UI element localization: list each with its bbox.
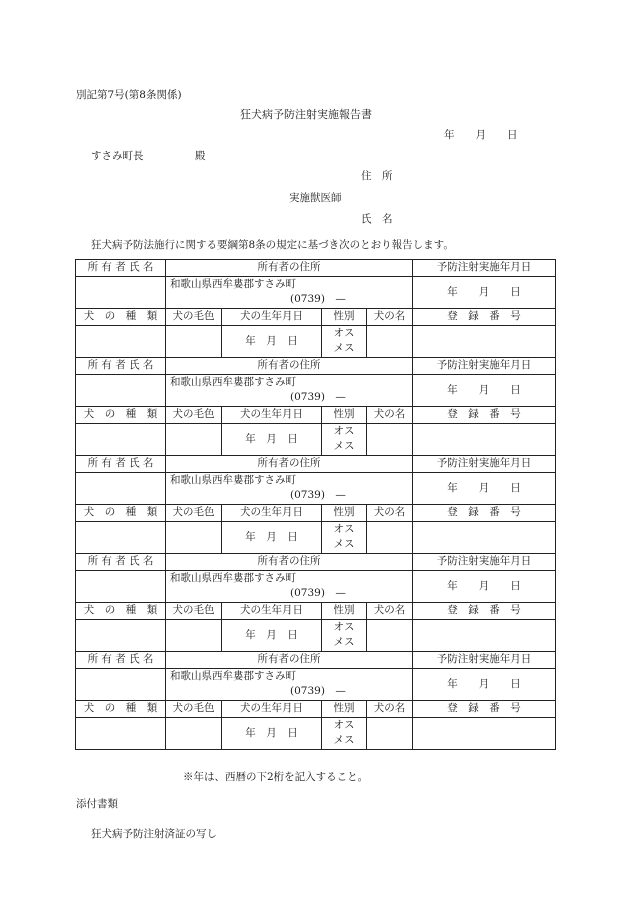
- birth-date-header: 犬の生年月日: [222, 505, 322, 522]
- dog-breed-cell[interactable]: [76, 717, 166, 750]
- sex-female-option[interactable]: メス: [333, 342, 355, 355]
- birth-date-cell[interactable]: 年 月 日: [222, 717, 322, 750]
- owner-address-cell[interactable]: [166, 570, 413, 603]
- coat-color-header: 犬の毛色: [166, 603, 222, 620]
- owner-name-header: 所 有 者 氏 名: [76, 652, 166, 669]
- sex-male-option[interactable]: オス: [333, 523, 355, 536]
- registration-number-header: 登 録 番 号: [413, 603, 556, 620]
- coat-color-cell[interactable]: [166, 619, 222, 652]
- attachments-label: 添付書類: [76, 798, 118, 810]
- phone-prefill: (0739) —: [290, 390, 346, 403]
- coat-color-cell[interactable]: [166, 717, 222, 750]
- owner-address-cell[interactable]: [166, 374, 413, 407]
- honorific: 殿: [195, 150, 206, 162]
- birth-date-cell[interactable]: 年 月 日: [222, 325, 322, 358]
- owner-name-header: 所 有 者 氏 名: [76, 554, 166, 571]
- sex-female-option[interactable]: メス: [333, 440, 355, 453]
- birth-date-header: 犬の生年月日: [222, 407, 322, 424]
- report-date: 年 月 日: [444, 129, 518, 141]
- owner-name-header: 所 有 者 氏 名: [76, 456, 166, 473]
- dog-name-header: 犬の名: [367, 603, 413, 620]
- owner-address-header: 所有者の住所: [166, 554, 413, 571]
- sex-male-option[interactable]: オス: [333, 327, 355, 340]
- vaccination-date-cell[interactable]: 年 月 日: [413, 374, 556, 407]
- dog-name-header: 犬の名: [367, 407, 413, 424]
- birth-date-cell[interactable]: 年 月 日: [222, 619, 322, 652]
- sex-cell[interactable]: [322, 619, 367, 652]
- owner-address-header: 所有者の住所: [166, 456, 413, 473]
- report-table: [75, 259, 556, 750]
- registration-number-cell[interactable]: [413, 521, 556, 554]
- form-number: 別記第7号(第8条関係): [76, 89, 182, 101]
- dog-name-cell[interactable]: [367, 521, 413, 554]
- sex-cell[interactable]: [322, 717, 367, 750]
- sex-header: 性別: [322, 603, 367, 620]
- intro-text: 狂犬病予防法施行に関する要綱第8条の規定に基づき次のとおり報告します。: [91, 239, 454, 251]
- phone-prefill: (0739) —: [290, 586, 346, 599]
- name-label: 氏 名: [361, 213, 393, 225]
- owner-name-cell[interactable]: [76, 276, 166, 309]
- birth-date-cell[interactable]: 年 月 日: [222, 423, 322, 456]
- birth-date-header: 犬の生年月日: [222, 309, 322, 326]
- vaccination-date-cell[interactable]: 年 月 日: [413, 472, 556, 505]
- registration-number-cell[interactable]: [413, 619, 556, 652]
- owner-name-cell[interactable]: [76, 668, 166, 701]
- dog-name-header: 犬の名: [367, 309, 413, 326]
- sex-male-option[interactable]: オス: [333, 425, 355, 438]
- registration-number-header: 登 録 番 号: [413, 701, 556, 718]
- dog-breed-cell[interactable]: [76, 619, 166, 652]
- dog-breed-header: 犬 の 種 類: [76, 407, 166, 424]
- sex-male-option[interactable]: オス: [333, 719, 355, 732]
- coat-color-header: 犬の毛色: [166, 407, 222, 424]
- address-label: 住 所: [361, 170, 393, 182]
- owner-name-cell[interactable]: [76, 570, 166, 603]
- vaccination-date-header: 予防注射実施年月日: [413, 358, 556, 375]
- sex-cell[interactable]: [322, 423, 367, 456]
- owner-address-cell[interactable]: [166, 668, 413, 701]
- form-title: 狂犬病予防注射実施報告書: [240, 108, 372, 121]
- owner-name-cell[interactable]: [76, 472, 166, 505]
- vaccination-date-header: 予防注射実施年月日: [413, 456, 556, 473]
- dog-breed-cell[interactable]: [76, 325, 166, 358]
- dog-name-cell[interactable]: [367, 423, 413, 456]
- year-note: ※年は、西暦の下2桁を記入すること。: [183, 771, 369, 783]
- owner-address-cell[interactable]: [166, 276, 413, 309]
- owner-address-cell[interactable]: [166, 472, 413, 505]
- sex-male-option[interactable]: オス: [333, 621, 355, 634]
- dog-name-header: 犬の名: [367, 701, 413, 718]
- sex-female-option[interactable]: メス: [333, 636, 355, 649]
- registration-number-cell[interactable]: [413, 717, 556, 750]
- sex-header: 性別: [322, 701, 367, 718]
- sex-cell[interactable]: [322, 521, 367, 554]
- phone-prefill: (0739) —: [290, 488, 346, 501]
- owner-name-cell[interactable]: [76, 374, 166, 407]
- address-prefill: 和歌山県西牟婁郡すさみ町: [170, 571, 296, 584]
- dog-name-cell[interactable]: [367, 619, 413, 652]
- coat-color-header: 犬の毛色: [166, 309, 222, 326]
- vaccination-date-header: 予防注射実施年月日: [413, 652, 556, 669]
- owner-address-header: 所有者の住所: [166, 652, 413, 669]
- coat-color-header: 犬の毛色: [166, 505, 222, 522]
- sex-header: 性別: [322, 505, 367, 522]
- birth-date-header: 犬の生年月日: [222, 603, 322, 620]
- dog-breed-cell[interactable]: [76, 423, 166, 456]
- registration-number-header: 登 録 番 号: [413, 505, 556, 522]
- birth-date-header: 犬の生年月日: [222, 701, 322, 718]
- addressee: すさみ町長: [91, 150, 144, 162]
- sex-cell[interactable]: [322, 325, 367, 358]
- dog-breed-header: 犬 の 種 類: [76, 603, 166, 620]
- phone-prefill: (0739) —: [290, 292, 346, 305]
- dog-breed-header: 犬 の 種 類: [76, 309, 166, 326]
- vaccination-date-cell[interactable]: 年 月 日: [413, 276, 556, 309]
- vaccination-date-cell[interactable]: 年 月 日: [413, 668, 556, 701]
- vaccination-date-header: 予防注射実施年月日: [413, 554, 556, 571]
- phone-prefill: (0739) —: [290, 684, 346, 697]
- dog-name-cell[interactable]: [367, 325, 413, 358]
- owner-address-header: 所有者の住所: [166, 260, 413, 277]
- address-prefill: 和歌山県西牟婁郡すさみ町: [170, 473, 296, 486]
- owner-name-header: 所 有 者 氏 名: [76, 260, 166, 277]
- address-prefill: 和歌山県西牟婁郡すさみ町: [170, 375, 296, 388]
- coat-color-cell[interactable]: [166, 521, 222, 554]
- owner-address-header: 所有者の住所: [166, 358, 413, 375]
- dog-breed-header: 犬 の 種 類: [76, 505, 166, 522]
- attachment-item: 狂犬病予防注射済証の写し: [91, 828, 217, 840]
- dog-name-header: 犬の名: [367, 505, 413, 522]
- sex-female-option[interactable]: メス: [333, 538, 355, 551]
- owner-name-header: 所 有 者 氏 名: [76, 358, 166, 375]
- dog-breed-header: 犬 の 種 類: [76, 701, 166, 718]
- vaccination-date-cell[interactable]: 年 月 日: [413, 570, 556, 603]
- dog-name-cell[interactable]: [367, 717, 413, 750]
- registration-number-header: 登 録 番 号: [413, 407, 556, 424]
- registration-number-header: 登 録 番 号: [413, 309, 556, 326]
- coat-color-cell[interactable]: [166, 423, 222, 456]
- implementer-label: 実施獣医師: [289, 192, 342, 204]
- dog-breed-cell[interactable]: [76, 521, 166, 554]
- coat-color-cell[interactable]: [166, 325, 222, 358]
- vaccination-date-header: 予防注射実施年月日: [413, 260, 556, 277]
- registration-number-cell[interactable]: [413, 325, 556, 358]
- address-prefill: 和歌山県西牟婁郡すさみ町: [170, 669, 296, 682]
- coat-color-header: 犬の毛色: [166, 701, 222, 718]
- address-prefill: 和歌山県西牟婁郡すさみ町: [170, 277, 296, 290]
- sex-header: 性別: [322, 309, 367, 326]
- registration-number-cell[interactable]: [413, 423, 556, 456]
- sex-female-option[interactable]: メス: [333, 734, 355, 747]
- birth-date-cell[interactable]: 年 月 日: [222, 521, 322, 554]
- sex-header: 性別: [322, 407, 367, 424]
